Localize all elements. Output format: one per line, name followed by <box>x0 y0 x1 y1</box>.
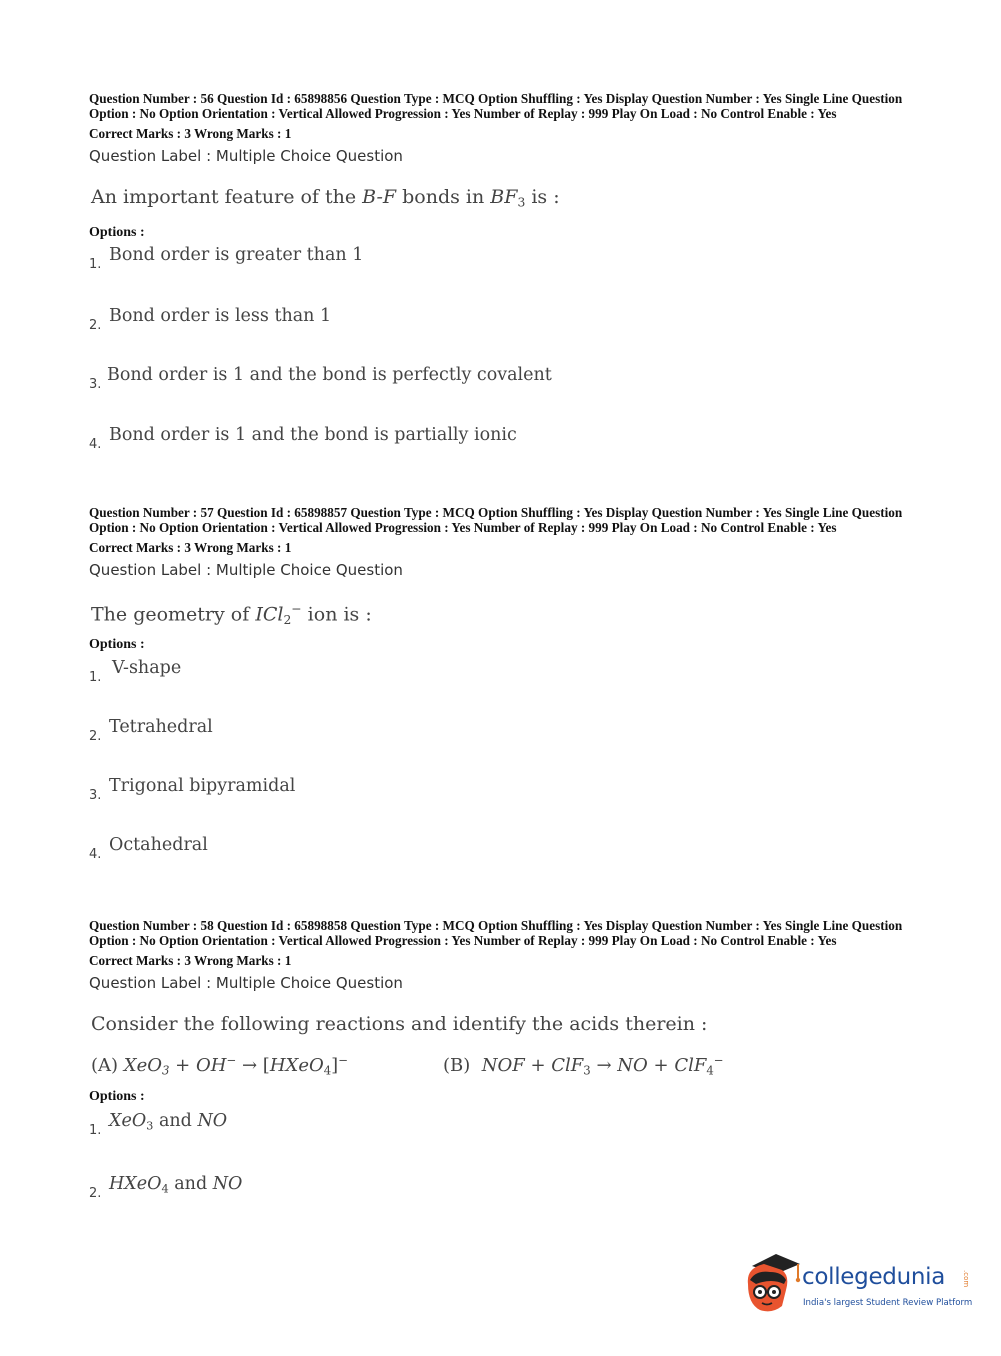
option-1[interactable] <box>89 658 789 688</box>
option-number: 4. <box>89 437 102 452</box>
option-text: XeO$_3$ and NO <box>109 1111 228 1133</box>
option-text: Bond order is 1 and the bond is perfectly covalent <box>107 365 552 385</box>
question-57 <box>89 505 919 862</box>
question-label: Question Label : Multiple Choice Question <box>89 974 403 993</box>
option-1[interactable] <box>89 245 789 275</box>
options-label: Options : <box>89 637 145 652</box>
option-number: 3. <box>89 377 102 392</box>
option-2[interactable] <box>89 717 789 747</box>
question-text: The geometry of ICl$_2$− ion is : <box>91 602 372 628</box>
option-text: Bond order is 1 and the bond is partially ionic <box>109 425 517 445</box>
question-text: Consider the following reactions and identify the acids therein : <box>91 1013 708 1035</box>
question-marks: Correct Marks : 3 Wrong Marks : 1 <box>89 953 292 969</box>
option-2[interactable] <box>89 306 789 336</box>
logo-tagline: India's largest Student Review Platform <box>803 1298 973 1308</box>
question-58 <box>89 918 919 1201</box>
option-number: 3. <box>89 788 102 803</box>
option-number: 2. <box>89 1186 102 1201</box>
question-text: An important feature of the B-F bonds in $BF_3$ is : <box>91 186 560 210</box>
question-meta: Question Number : 56 Question Id : 65898856 Question Type : MCQ Option Shuffling : Yes Display Question Number : Yes Single Line Question Option : No Option Orientation : Vertical Allowed Progression : Yes Number of Replay : 999 Play On Load : No Control Enable : Yes <box>89 91 903 121</box>
collegedunia-logo[interactable] <box>742 1248 972 1318</box>
options-label: Options : <box>89 225 145 240</box>
question-label: Question Label : Multiple Choice Question <box>89 561 403 580</box>
student-mascot-icon <box>742 1250 802 1314</box>
reaction-a: (A) XeO$_3$ + OH− → [HXeO$_4$]− <box>91 1053 348 1078</box>
options-label: Options : <box>89 1089 145 1104</box>
option-4[interactable] <box>89 835 789 865</box>
option-text: Tetrahedral <box>109 717 213 737</box>
option-text: Bond order is greater than 1 <box>109 245 364 265</box>
question-marks: Correct Marks : 3 Wrong Marks : 1 <box>89 126 292 142</box>
option-number: 1. <box>89 1123 102 1138</box>
option-number: 2. <box>89 729 102 744</box>
option-text: Trigonal bipyramidal <box>109 776 296 796</box>
option-number: 4. <box>89 847 102 862</box>
question-marks: Correct Marks : 3 Wrong Marks : 1 <box>89 540 292 556</box>
question-56 <box>89 91 919 452</box>
option-number: 1. <box>89 670 102 685</box>
logo-com: .com <box>962 1270 970 1288</box>
option-text: Octahedral <box>109 835 208 855</box>
reaction-b: (B) NOF + ClF$_3$ → NO + ClF$_4$− <box>443 1053 724 1078</box>
option-text: V-shape <box>112 658 182 678</box>
question-meta: Question Number : 57 Question Id : 65898857 Question Type : MCQ Option Shuffling : Yes Display Question Number : Yes Single Line Question Option : No Option Orientation : Vertical Allowed Progression : Yes Number of Replay : 999 Play On Load : No Control Enable : Yes <box>89 505 903 535</box>
option-text: Bond order is less than 1 <box>109 306 332 326</box>
question-label: Question Label : Multiple Choice Question <box>89 147 403 166</box>
option-1[interactable] <box>89 1111 789 1141</box>
logo-wordmark: collegedunia <box>802 1264 946 1290</box>
option-text: HXeO$_4$ and NO <box>109 1174 243 1196</box>
option-3[interactable] <box>89 365 789 395</box>
option-3[interactable] <box>89 776 789 806</box>
question-meta: Question Number : 58 Question Id : 65898858 Question Type : MCQ Option Shuffling : Yes Display Question Number : Yes Single Line Question Option : No Option Orientation : Vertical Allowed Progression : Yes Number of Replay : 999 Play On Load : No Control Enable : Yes <box>89 918 903 948</box>
reaction-a-label: (A) <box>91 1055 119 1077</box>
reaction-b-label: (B) <box>443 1055 471 1077</box>
option-4[interactable] <box>89 425 789 455</box>
option-2[interactable] <box>89 1174 789 1204</box>
option-number: 1. <box>89 257 102 272</box>
option-number: 2. <box>89 318 102 333</box>
